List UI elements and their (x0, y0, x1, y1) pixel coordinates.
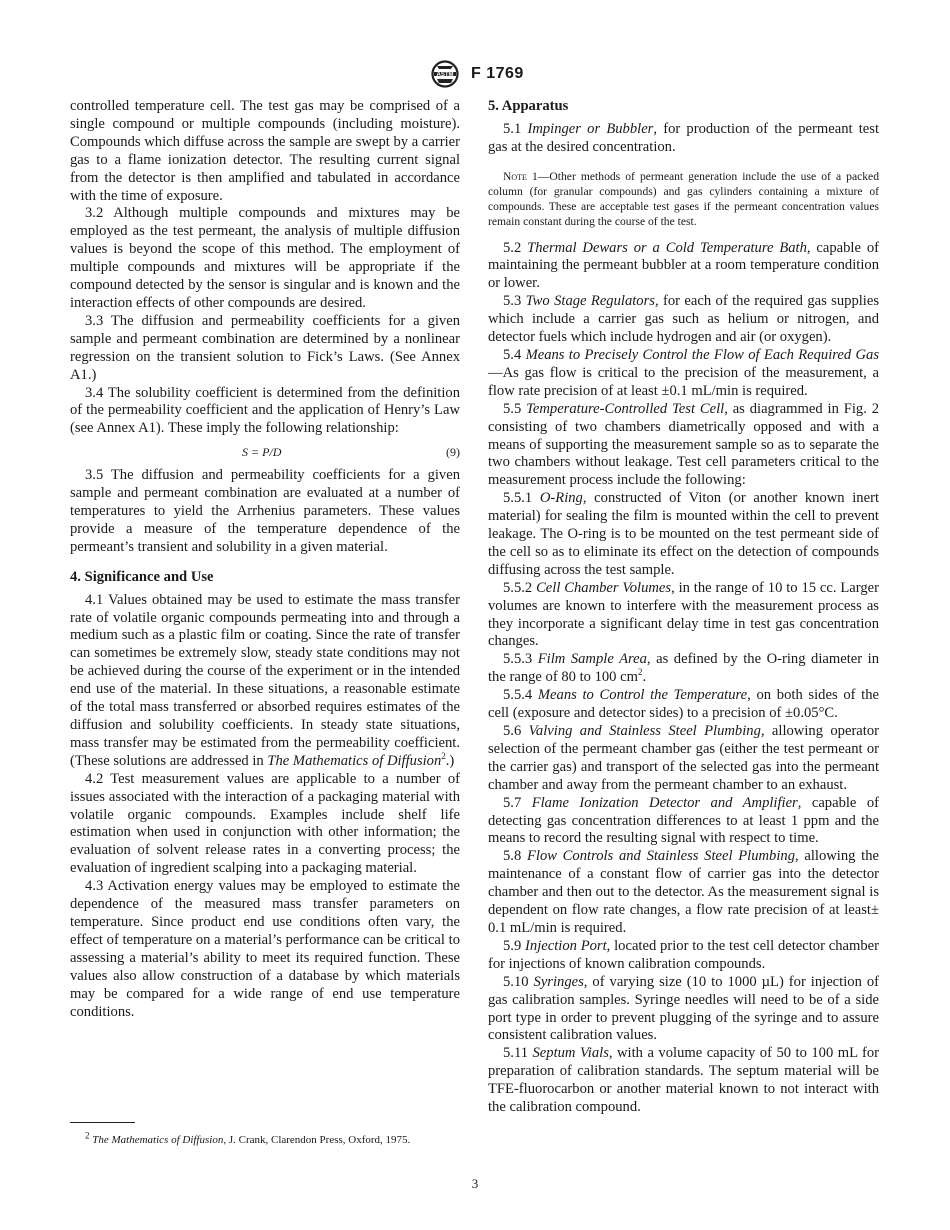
section-5-heading: 5. Apparatus (488, 98, 569, 114)
paragraph-5-5-2: 5.5.2 Cell Chamber Volumes, in the range of 10 to 15 cc. Larger volumes are known to interfere with the measurement process as they incorporate a significant delay time in test gas concentration changes. (488, 579, 879, 650)
note-1: Note 1—Other methods of permeant generation include the use of a packed column (for granular compounds) and gas cylinders containing a mixture of compounds. These are acceptable test gases if the permeant concentration values remain constant during the course of the test. (488, 169, 879, 229)
equation-number: (9) (446, 445, 460, 460)
section-4-heading: 4. Significance and Use (70, 568, 214, 585)
paragraph-4-3: 4.3 Activation energy values may be employed to estimate the dependence of the measured mass transfer parameters on temperature. Since product end use conditions often vary, the effect of temperature on a material’s performance can be critical to assessing a material’s ability to meet its required function. These values also allow construction of a database by which materials may be compared for a wide range of end use temperature conditions. (70, 878, 460, 1020)
paragraph-5-7: 5.7 Flame Ionization Detector and Amplifier, capable of detecting gas concentration differences to at least 1 ppm and the means to record the resulting signal with respect to time. (488, 794, 879, 847)
paragraph-5-2: 5.2 Thermal Dewars or a Cold Temperature Bath, capable of maintaining the permeant bubbler at a room temperature condition or lower. (488, 239, 879, 292)
paragraph-5-9: 5.9 Injection Port, located prior to the test cell detector chamber for injections of known calibration compounds. (488, 937, 879, 972)
paragraph-3-5: 3.5 The diffusion and permeability coefficients for a given sample and permeant combination are evaluated at a number of temperatures to yield the Arrhenius parameters. These values provide a measure of the temperature dependence of the permeant’s transient and solubility in a given material. (70, 467, 460, 555)
right-column (488, 98, 879, 1117)
paragraph-4-1: 4.1 Values obtained may be used to estimate the mass transfer rate of volatile organic compounds permeating into and through a medium such as a plastic film or coating. Since the rate of transfer can sometimes be extremely slow, steady state conditions may not be achieved during the course of the experiment or in the intended end use of the material. In these situations, a reasonable estimate of the total mass transferred or absorbed requires estimates of the diffusion and solubility coefficients. In steady state situations, mass transfer may be estimated from the permeability coefficient. (These solutions are addressed in The Mathematics of Diffusion$^2$.) (70, 591, 460, 769)
paragraph-5-4: 5.4 Means to Precisely Control the Flow of Each Required Gas—As gas flow is critical to the precision of the measurement, a flow rate precision of at least ±0.1 mL/min is required. (488, 346, 880, 399)
astm-logo-icon (428, 60, 462, 88)
paragraph-3-2: 3.2 Although multiple compounds and mixtures may be employed as the test permeant, the analysis of multiple diffusion values is beyond the scope of this method. The employment of multiple compounds and mixtures will be appropriate if the compound detected by the sensor is singular and is known and the interaction effects of other compounds are desired. (70, 205, 460, 311)
svg-text:ASTM: ASTM (436, 72, 454, 78)
footnote-2: $^2$ The Mathematics of Diffusion, J. Crank, Clarendon Press, Oxford, 1975. (85, 1130, 411, 1146)
paragraph-5-6: 5.6 Valving and Stainless Steel Plumbing, allowing operator selection of the permeant chamber gas (either the test permeant or the carrier gas) and transport of the selected gas into the permeant chamber and away from the permeant chamber to an exhaust. (488, 723, 879, 793)
paragraph-3-1-continued: controlled temperature cell. The test gas may be comprised of a single compound or multiple compounds (including moisture). Compounds which diffuse across the sample are swept by a carrier gas to a flame ionization detector. The resulting current signal from the detector is then amplified and tabulated in accordance with the time of exposure. (70, 98, 460, 204)
paragraph-5-11: 5.11 Septum Vials, with a volume capacity of 50 to 100 mL for preparation of calibration standards. The septum material will be TFE-fluorocarbon or another material known to not interact with the calibration compound. (488, 1045, 879, 1116)
paragraph-4-2: 4.2 Test measurement values are applicable to a number of issues associated with the interaction of a packaging material with volatile organic compounds. Examples include shelf life estimation when used in conjunction with other information; the evaluation of solvent release rates in a converting process; the evaluation of ingredient scalping into a packaging material. (70, 770, 460, 877)
paragraph-5-5: 5.5 Temperature-Controlled Test Cell, as diagrammed in Fig. 2 consisting of two chambers diametrically opposed and with a means of supporting the measurement sample so as to separate the two chambers without leakage. Test cell parameters critical to the measurement process include the following: (488, 400, 879, 489)
left-column (70, 98, 460, 1021)
equation-9 (70, 442, 460, 464)
paragraph-5-8: 5.8 Flow Controls and Stainless Steel Plumbing, allowing the maintenance of a constant flow of carrier gas into the detector chamber and then out to the detector. As the measurement signal is dependent on flow rate changes, a flow rate precision of at least± 0.1 mL/min is required. (488, 848, 880, 936)
paragraph-5-5-4: 5.5.4 Means to Control the Temperature, on both sides of the cell (exposure and detector sides) to a precision of ±0.05°C. (488, 687, 880, 722)
footnote-divider (70, 1122, 135, 1123)
paragraph-3-4: 3.4 The solubility coefficient is determined from the definition of the permeability coefficient and the application of Henry’s Law (see Annex A1). These imply the following relationship: (70, 384, 460, 437)
page-header (0, 60, 950, 90)
paragraph-5-5-1: 5.5.1 O-Ring, constructed of Viton (or another known inert material) for sealing the film is mounted within the cell to prevent leakage. The O-ring is to be mounted on the test permeant side of the cell so as to eliminate its effect on the detection of compounds diffusing across the test sample. (488, 490, 879, 578)
paragraph-5-10: 5.10 Syringes, of varying size (10 to 1000 µL) for injection of gas calibration samples. Syringe needles will need to be of a side port type in order to prevent plugging of the syringe and to assure consistent calibration values. (488, 973, 879, 1044)
paragraph-3-3: 3.3 The diffusion and permeability coefficients for a given sample and permeant combination are determined by a nonlinear regression on the transient solution to Fick’s Laws. (See Annex A1.) (70, 312, 460, 383)
paragraph-5-1: 5.1 Impinger or Bubbler, for production of the permeant test gas at the desired concentration. (488, 120, 880, 155)
paragraph-5-3: 5.3 Two Stage Regulators, for each of the required gas supplies which include a carrier gas such as helium or nitrogen, and detector fuels which include hydrogen and air (or oxygen). (488, 293, 880, 346)
equation-expression: S = P/D (242, 445, 282, 460)
paragraph-5-5-3: 5.5.3 Film Sample Area, as defined by the O-ring diameter in the range of 80 to 100 $cm^2$. (488, 651, 879, 686)
standard-designation: F 1769 (471, 65, 524, 82)
page-number: 3 (471, 1176, 479, 1191)
